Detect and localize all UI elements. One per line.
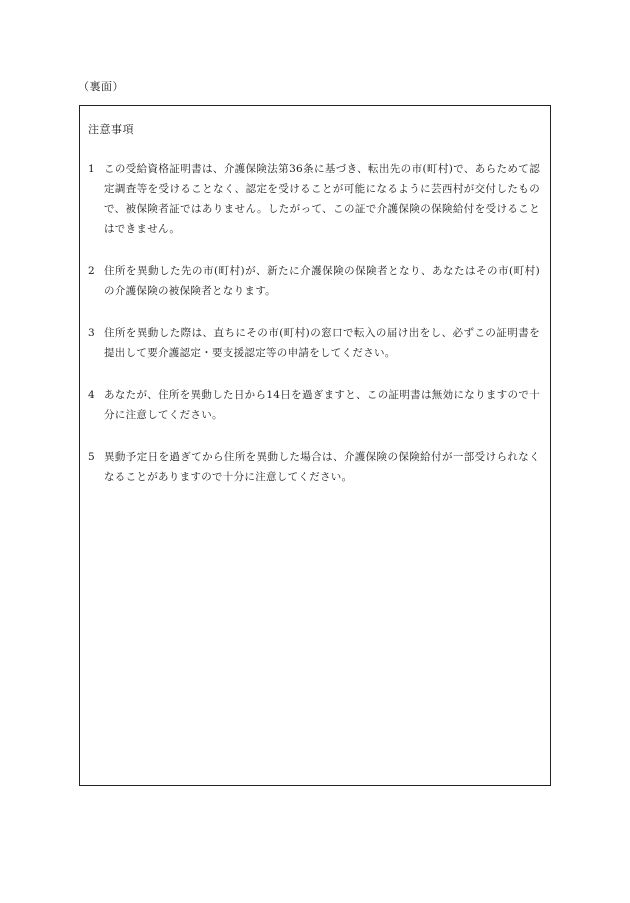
page-side-label: （裏面） [78, 80, 124, 93]
notice-item-text: あなたが、住所を異動した日から14日を過ぎますと、この証明書は無効になりますので十分に注意してください。 [104, 389, 540, 421]
notice-item-number: 3 [88, 327, 95, 339]
notice-item-number: 1 [88, 163, 95, 175]
notice-title: 注意事項 [88, 123, 134, 136]
notice-item-2 [88, 261, 542, 301]
notice-item-5 [88, 447, 542, 487]
notice-item-3 [88, 323, 542, 363]
notice-item-4 [88, 385, 542, 425]
notice-item-text: 住所を異動した際は、直ちにその市(町村)の窓口で転入の届け出をし、必ずこの証明書を提出して要介護認定・要支援認定等の申請をしてください。 [104, 327, 540, 359]
notice-item-text: 住所を異動した先の市(町村)が、新たに介護保険の保険者となり、あなたはその市(町村)の介護保険の被保険者となります。 [104, 265, 540, 297]
notice-list [88, 159, 542, 487]
notice-item-text: この受給資格証明書は、介護保険法第36条に基づき、転出先の市(町村)で、あらためて認定調査等を受けることなく、認定を受けることが可能になるように芸西村が交付したもので、被保険者証ではありません。したがって、この証で介護保険の保険給付を受けることはできません。 [104, 163, 540, 235]
notice-item-number: 4 [88, 389, 95, 401]
notice-item-1 [88, 159, 542, 239]
notice-item-number: 2 [88, 265, 95, 277]
notice-item-number: 5 [88, 451, 95, 463]
notice-item-text: 異動予定日を過ぎてから住所を異動した場合は、介護保険の保険給付が一部受けられなくなることがありますので十分に注意してください。 [104, 451, 540, 483]
notice-box [79, 105, 551, 786]
